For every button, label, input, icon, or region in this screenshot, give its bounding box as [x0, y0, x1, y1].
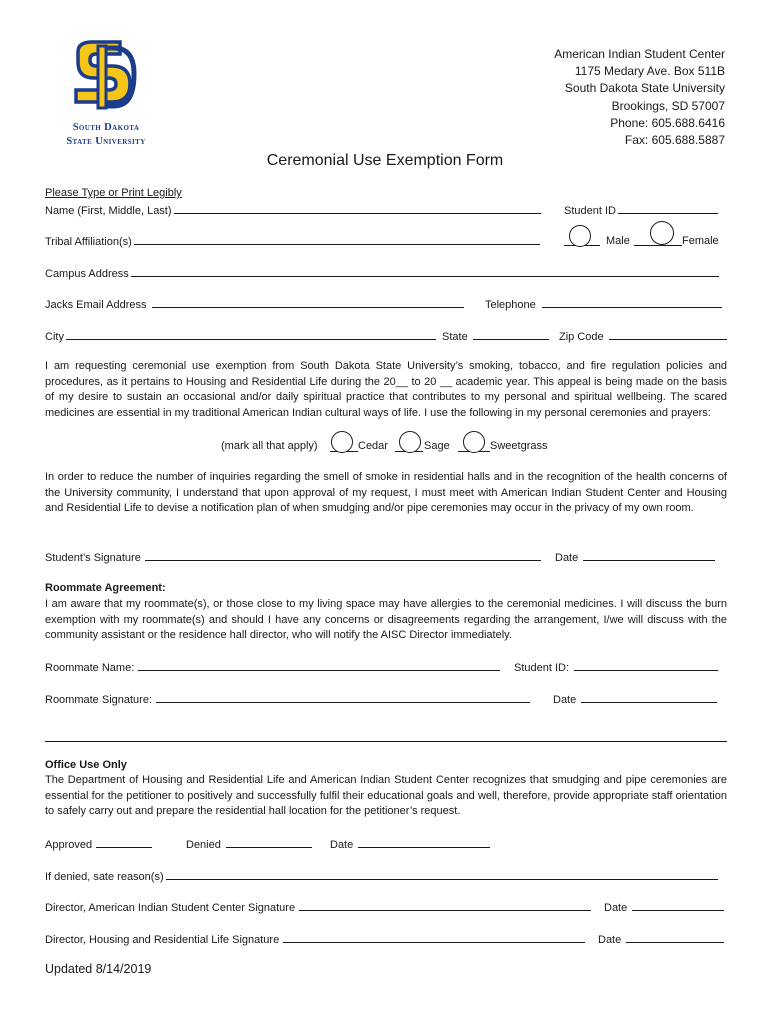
cedar-checkbox[interactable]: [331, 431, 353, 453]
office-date-field[interactable]: Date: [330, 837, 490, 852]
student-id-field[interactable]: Student ID: [564, 203, 718, 218]
roommate-paragraph: I am aware that my roommate(s), or those close to my living space may have allergies to the ceremonial medicines. I will discuss the burn exemption with my roommate(s) and should I have any concerns or disagreements regarding the arrangement, I/we will discuss with the community assistant or the residence hall director, who will notify the AISC Director immediately.: [45, 598, 727, 642]
student-signature-field[interactable]: Student’s Signature: [45, 550, 541, 565]
form-title: Ceremonial Use Exemption Form: [266, 152, 504, 169]
director-hrl-signature-field[interactable]: Director, Housing and Residential Life Signature: [45, 932, 585, 947]
denied-reason-line[interactable]: [166, 869, 718, 880]
director-hrl-date-line[interactable]: [626, 932, 724, 943]
roommate-heading: Roommate Agreement:: [45, 582, 166, 594]
roommate-student-id-line[interactable]: [574, 660, 718, 671]
state-field[interactable]: State: [442, 329, 549, 344]
name-line[interactable]: [174, 203, 541, 214]
office-date-line[interactable]: [358, 837, 490, 848]
roommate-name-line[interactable]: [138, 660, 500, 671]
roommate-student-id-field[interactable]: Student ID:: [514, 660, 718, 675]
address-line: American Indian Student Center: [554, 47, 725, 61]
director-aisc-date-field[interactable]: Date: [604, 900, 724, 915]
male-label: Male: [606, 235, 630, 247]
roommate-name-field[interactable]: Roommate Name:: [45, 660, 500, 675]
city-line[interactable]: [66, 329, 436, 340]
sage-checkbox[interactable]: [399, 431, 421, 453]
roommate-signature-field[interactable]: Roommate Signature:: [45, 692, 530, 707]
roommate-date-line[interactable]: [581, 692, 717, 703]
center-address: [554, 46, 725, 149]
telephone-line[interactable]: [542, 297, 722, 308]
denied-field[interactable]: Denied: [186, 837, 312, 852]
student-date-line[interactable]: [583, 550, 715, 561]
address-line: South Dakota State University: [564, 81, 725, 96]
updated-date: Updated 8/14/2019: [45, 962, 152, 976]
student-id-line[interactable]: [618, 203, 718, 214]
sdsu-logo: [44, 38, 168, 150]
female-line: [634, 245, 682, 246]
director-aisc-signature-line[interactable]: [299, 900, 591, 911]
female-radio[interactable]: [650, 221, 674, 245]
zip-field[interactable]: Zip Code: [559, 329, 727, 344]
approved-field[interactable]: Approved: [45, 837, 152, 852]
telephone-field[interactable]: Telephone: [485, 297, 722, 312]
request-paragraph: I am requesting ceremonial use exemption from South Dakota State University’s smoking, tobacco, and fire regulation policies and procedures, as it pertains to Housing and Residential Life during the 20__ to 20 __ academic year. This appeal is being made on the basis of my desire to sustain an occasional and/or daily spiritual practice that contributes to my personal and spiritual wellbeing. The scared medicines are essential in my traditional American Indian cultural ways of life. I use the following in my personal ceremonies and prayers:: [45, 360, 727, 420]
male-radio[interactable]: [569, 225, 591, 247]
email-line[interactable]: [152, 297, 464, 308]
sage-label: Sage: [424, 440, 450, 452]
student-date-field[interactable]: Date: [555, 550, 715, 565]
state-line[interactable]: [473, 329, 549, 340]
campus-address-field[interactable]: Campus Address: [45, 266, 719, 281]
address-line: 1175 Medary Ave. Box 511B: [574, 64, 725, 79]
address-line: Fax: 605.688.5887: [624, 133, 725, 148]
sweetgrass-label: Sweetgrass: [490, 440, 548, 452]
campus-address-line[interactable]: [131, 266, 719, 277]
office-use-heading: Office Use Only: [45, 759, 127, 771]
director-hrl-signature-line[interactable]: [283, 932, 585, 943]
sdsu-monogram-icon: [68, 38, 140, 112]
approved-line[interactable]: [96, 837, 152, 848]
director-aisc-signature-field[interactable]: Director, American Indian Student Center Signature: [45, 900, 591, 915]
notification-paragraph: In order to reduce the number of inquiries regarding the smell of smoke in residential halls and in the recognition of the health concerns of the University community, I understand that upon approval of my request, I must meet with American Indian Student Center and Housing and Residential Life to devise a notification plan of when smudging and/or pipe ceremonies may occur in the privacy of my own room.: [45, 471, 727, 515]
address-line: Brookings, SD 57007: [611, 98, 725, 113]
director-hrl-date-field[interactable]: Date: [598, 932, 724, 947]
section-divider: [45, 741, 727, 742]
tribal-affiliation-field[interactable]: Tribal Affiliation(s): [45, 234, 540, 249]
office-use-paragraph: The Department of Housing and Residential Life and American Indian Student Center recognizes that smudging and pipe ceremonies are essential for the petitioner to positively and successfully fulfil their educational goals and well, therefore, provide appropriate staff orientation to safely carry out and prepare the residential hall location for the petitioner’s request.: [45, 774, 727, 818]
roommate-signature-line[interactable]: [156, 692, 530, 703]
city-field[interactable]: City: [45, 329, 436, 344]
address-line: Phone: 605.688.6416: [610, 115, 725, 130]
tribal-line[interactable]: [134, 234, 540, 245]
director-aisc-date-line[interactable]: [632, 900, 724, 911]
denied-reason-field[interactable]: If denied, sate reason(s): [45, 869, 718, 884]
email-field[interactable]: Jacks Email Address: [45, 297, 464, 312]
cedar-label: Cedar: [358, 440, 388, 452]
zip-line[interactable]: [609, 329, 727, 340]
female-label: Female: [682, 235, 719, 247]
medicines-prompt: (mark all that apply): [221, 440, 318, 452]
instruction-text: Please Type or Print Legibly: [45, 187, 182, 199]
denied-line[interactable]: [226, 837, 312, 848]
sweetgrass-checkbox[interactable]: [463, 431, 485, 453]
name-field[interactable]: Name (First, Middle, Last): [45, 203, 541, 218]
roommate-date-field[interactable]: Date: [553, 692, 717, 707]
student-signature-line[interactable]: [145, 550, 541, 561]
university-name: South Dakota State University: [66, 122, 146, 147]
